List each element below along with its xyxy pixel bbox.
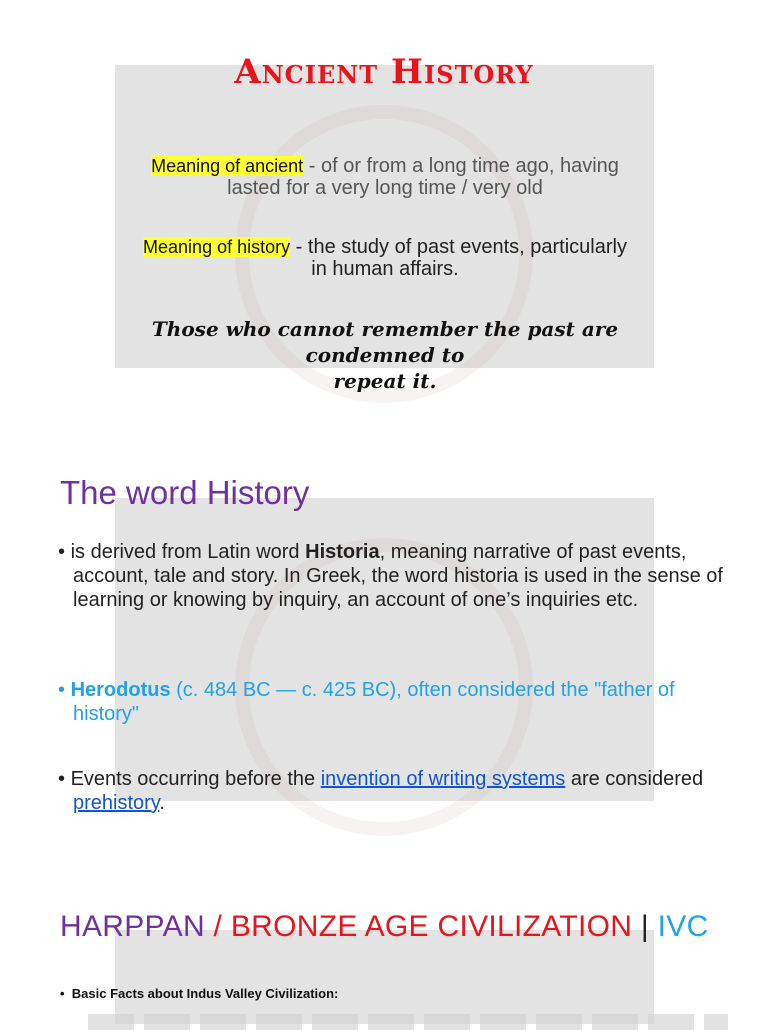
bullet-herodotus-bold: Herodotus [70, 679, 171, 701]
definition-ancient-line1: of or from a long time ago, having [320, 155, 619, 177]
bullet-historia-pre: is derived from Latin word [65, 541, 306, 563]
link-invention-of-writing-systems[interactable]: invention of writing systems [320, 768, 566, 790]
bullet-marker: • [58, 679, 66, 701]
definition-ancient-line2: lasted for a very long time / very old [227, 177, 543, 199]
heading-part-harppan: HARPPAN [60, 910, 205, 943]
term-ancient: Meaning of ancient [151, 156, 304, 176]
bullet-marker: • [60, 986, 65, 1001]
heading-part-pipe: | [632, 910, 658, 943]
quote-line2: repeat it. [333, 369, 437, 393]
heading-part-slash: / [204, 910, 231, 943]
bullet-herodotus-post: (c. 484 BC — c. 425 BC), often considered the "father of history" [73, 679, 675, 725]
definition-history [100, 236, 670, 280]
definition-history-line2: in human affairs. [311, 258, 459, 280]
heading-part-ivc: IVC [657, 910, 709, 943]
bullet-prehistory-mid: are considered [565, 768, 704, 790]
quote-line1: Those who cannot remember the past are condemned to [151, 317, 619, 367]
basic-facts-heading [60, 986, 338, 1001]
bullet-marker: • [58, 768, 66, 790]
bullet-historia-post: , meaning narrative of past events, account, tale and story. In Greek, the word historia is used in the sense of learning or knowing by inquiry, an account of one’s inquiries etc. [73, 541, 723, 611]
term-history: Meaning of history [143, 237, 291, 257]
page-title: Ancient History [234, 52, 534, 92]
basic-facts-label: Basic Facts about Indus Valley Civilization: [71, 986, 339, 1001]
separator-history: - [290, 236, 308, 258]
quote [100, 316, 670, 394]
bullet-prehistory-post: . [159, 792, 165, 814]
separator-ancient: - [303, 155, 321, 177]
bullet-historia [58, 540, 733, 612]
slide3-panel [115, 930, 654, 1024]
bullet-prehistory [58, 767, 733, 815]
bullet-herodotus [58, 678, 733, 726]
heading-part-bronze-age: BRONZE AGE CIVILIZATION [230, 910, 633, 943]
section-heading-harappan [60, 910, 709, 944]
bullet-prehistory-pre: Events occurring before the [65, 768, 321, 790]
section-heading-word-history: The word History [60, 474, 310, 511]
bullet-historia-bold: Historia [305, 541, 380, 563]
cut-off-text-line [88, 1014, 728, 1030]
link-prehistory[interactable]: prehistory [73, 792, 160, 814]
bullet-marker: • [58, 541, 66, 563]
definition-ancient [100, 155, 670, 199]
definition-history-line1: the study of past events, particularly [307, 236, 627, 258]
